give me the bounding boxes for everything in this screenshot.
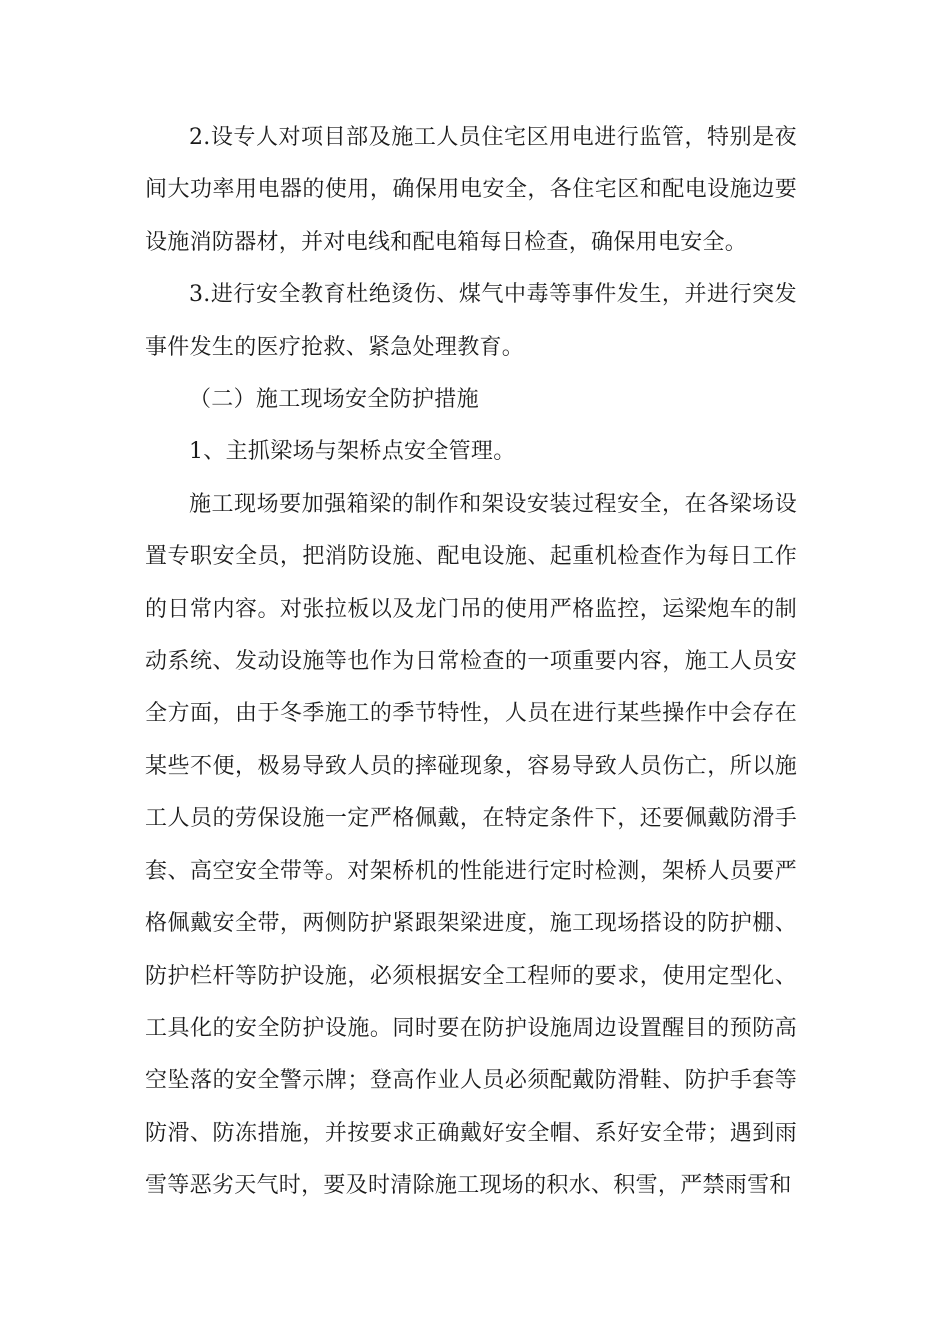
paragraph-item-2: 2.设专人对项目部及施工人员住宅区用电进行监管，特别是夜间大功率用电器的使用，确保用电安全，各住宅区和配电设施边要设施消防器材，并对电线和配电箱每日检查，确保用电安全。 bbox=[145, 125, 797, 255]
paragraph-body: 施工现场要加强箱梁的制作和架设安装过程安全，在各梁场设置专职安全员，把消防设施、配电设施、起重机检查作为每日工作的日常内容。对张拉板以及龙门吊的使用严格监控，运梁炮车的制动系统、发动设施等也作为日常检查的一项重要内容，施工人员安全方面，由于冬季施工的季节特性，人员在进行某些操作中会存在某些不便，极易导致人员的摔碰现象，容易导致人员伤亡，所以施工人员的劳保设施一定严格佩戴，在特定条件下，还要佩戴防滑手套、高空安全带等。对架桥机的性能进行定时检测，架桥人员要严格佩戴安全带，两侧防护紧跟架梁进度，施工现场搭设的防护棚、防护栏杆等防护设施，必须根据安全工程师的要求，使用定型化、工具化的安全防护设施。同时要在防护设施周边设置醒目的预防高空坠落的安全警示牌；登高作业人员必须配戴防滑鞋、防护手套等防滑、防冻措施，并按要求正确戴好安全帽、系好安全带；遇到雨雪等恶劣天气时，要及时清除施工现场的积水、积雪，严禁雨雪和 bbox=[145, 491, 797, 1199]
section-heading: （二）施工现场安全防护措施 bbox=[189, 387, 479, 413]
subsection-heading: 1、主抓梁场与架桥点安全管理。 bbox=[189, 439, 516, 465]
document-body bbox=[145, 112, 797, 1213]
paragraph-item-3: 3.进行安全教育杜绝烫伤、煤气中毒等事件发生，并进行突发事件发生的医疗抢救、紧急处理教育。 bbox=[145, 282, 797, 360]
